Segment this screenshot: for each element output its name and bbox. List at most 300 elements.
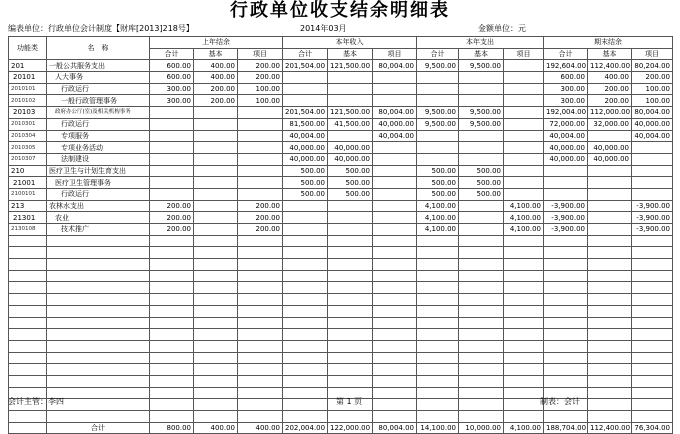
table-row [9,60,673,72]
row-value [459,200,504,212]
row-value [283,83,328,95]
row-value: 200.00 [238,224,283,236]
empty-cell [328,317,373,329]
empty-cell [632,411,673,423]
row-value: 121,500.00 [328,107,373,119]
row-value: -3,900.00 [632,224,673,236]
row-value: 4,100.00 [417,212,459,224]
total-value: 80,004.00 [373,422,417,434]
empty-cell [373,399,417,411]
subheader-basic: 基本 [459,48,504,60]
empty-row [9,411,673,423]
empty-row [9,305,673,317]
row-value: 40,000.00 [328,142,373,154]
report-period: 2014年03月 [300,24,347,33]
row-value [588,224,632,236]
empty-cell [417,294,459,306]
empty-cell [194,305,238,317]
empty-cell [194,259,238,271]
row-value [504,188,544,200]
empty-cell [417,259,459,271]
row-value: 200.00 [238,212,283,224]
row-value: 4,100.00 [504,200,544,212]
report-table [8,36,673,434]
row-value [459,95,504,107]
empty-cell [47,247,150,259]
total-value: 188,704.00 [544,422,588,434]
empty-cell [9,305,47,317]
empty-cell [47,340,150,352]
row-name: 行政运行 [47,118,150,130]
empty-cell [459,329,504,341]
row-code: 21301 [9,212,47,224]
empty-cell [459,411,504,423]
subheader-total: 合计 [283,48,328,60]
total-code [9,422,47,434]
empty-cell [9,375,47,387]
row-value [328,130,373,142]
empty-cell [544,352,588,364]
empty-cell [47,282,150,294]
row-value [328,95,373,107]
row-value [459,212,504,224]
row-value: 200.00 [238,200,283,212]
row-value: 500.00 [417,188,459,200]
row-value [194,130,238,142]
empty-cell [504,235,544,247]
empty-cell [459,259,504,271]
row-value [238,107,283,119]
table-row [9,188,673,200]
empty-cell [238,411,283,423]
report-title: 行政单位收支结余明细表 [230,0,450,21]
empty-cell [373,235,417,247]
empty-cell [328,282,373,294]
empty-cell [194,270,238,282]
total-row [9,422,673,434]
row-value [194,142,238,154]
empty-cell [504,329,544,341]
empty-cell [283,305,328,317]
row-value: 40,004.00 [632,130,673,142]
empty-cell [417,340,459,352]
table-header [9,37,673,60]
row-value [544,165,588,177]
row-value [588,130,632,142]
empty-cell [504,247,544,259]
empty-cell [632,399,673,411]
empty-cell [504,259,544,271]
row-value [632,188,673,200]
empty-cell [47,294,150,306]
empty-cell [9,340,47,352]
row-value: 200.00 [588,83,632,95]
currency-unit: 金额单位：元 [478,24,526,33]
empty-cell [194,411,238,423]
empty-cell [150,270,194,282]
total-value: 122,000.00 [328,422,373,434]
row-value [417,142,459,154]
empty-cell [238,270,283,282]
table-body [9,60,673,434]
header-name: 名 称 [47,37,150,60]
row-value: 600.00 [544,72,588,84]
empty-cell [283,352,328,364]
row-value [504,107,544,119]
empty-cell [373,329,417,341]
row-code: 21001 [9,177,47,189]
row-value [194,177,238,189]
empty-cell [47,364,150,376]
empty-cell [544,317,588,329]
empty-cell [632,375,673,387]
empty-cell [417,235,459,247]
empty-cell [544,270,588,282]
row-value [238,153,283,165]
empty-cell [417,364,459,376]
empty-cell [588,329,632,341]
empty-cell [238,305,283,317]
empty-cell [417,317,459,329]
empty-cell [373,364,417,376]
empty-cell [632,247,673,259]
subheader-basic: 基本 [328,48,373,60]
row-value [194,200,238,212]
table-row [9,142,673,154]
row-value: 80,004.00 [373,60,417,72]
empty-cell [47,317,150,329]
empty-cell [150,352,194,364]
empty-cell [373,270,417,282]
empty-cell [328,305,373,317]
row-value: -3,900.00 [544,224,588,236]
empty-cell [544,282,588,294]
row-value: 32,000.00 [588,118,632,130]
row-value: 80,204.00 [632,60,673,72]
row-value [150,188,194,200]
empty-cell [632,282,673,294]
empty-cell [504,352,544,364]
row-name: 医疗卫生与计划生育支出 [47,165,150,177]
empty-cell [417,399,459,411]
empty-cell [588,399,632,411]
row-name: 农业 [47,212,150,224]
row-value: 40,000.00 [283,153,328,165]
row-value [150,153,194,165]
row-value: -3,900.00 [632,200,673,212]
row-name: 医疗卫生管理事务 [47,177,150,189]
table-row [9,165,673,177]
empty-cell [150,294,194,306]
row-value [544,188,588,200]
empty-cell [328,352,373,364]
row-value: 500.00 [328,188,373,200]
empty-cell [194,399,238,411]
subheader-project: 项目 [632,48,673,60]
empty-cell [632,340,673,352]
empty-cell [238,340,283,352]
empty-cell [632,235,673,247]
empty-cell [283,247,328,259]
row-value [544,177,588,189]
empty-cell [283,387,328,399]
row-value [417,130,459,142]
row-value [373,188,417,200]
row-value: 500.00 [417,165,459,177]
empty-row [9,317,673,329]
empty-row [9,247,673,259]
row-value: 40,000.00 [283,142,328,154]
row-value [194,153,238,165]
empty-cell [9,329,47,341]
row-value [283,224,328,236]
row-value: 500.00 [283,165,328,177]
row-code: 213 [9,200,47,212]
total-label: 合计 [47,422,150,434]
empty-cell [544,305,588,317]
row-value: 4,100.00 [504,212,544,224]
empty-cell [632,387,673,399]
row-value [373,142,417,154]
empty-cell [373,352,417,364]
row-value [373,224,417,236]
total-value: 76,304.00 [632,422,673,434]
empty-cell [150,259,194,271]
table-row [9,200,673,212]
row-value [194,118,238,130]
empty-cell [194,235,238,247]
empty-cell [9,247,47,259]
empty-cell [588,247,632,259]
row-value [588,177,632,189]
row-value [373,165,417,177]
empty-cell [504,364,544,376]
empty-cell [150,387,194,399]
row-value: 9,500.00 [417,60,459,72]
empty-cell [194,282,238,294]
row-value [373,212,417,224]
page-number: 第 1 页 [336,397,363,406]
row-value [459,142,504,154]
empty-cell [459,247,504,259]
empty-cell [373,387,417,399]
row-value [373,200,417,212]
row-value: 40,000.00 [588,153,632,165]
row-value [328,212,373,224]
empty-cell [373,340,417,352]
row-value: 500.00 [459,165,504,177]
row-value [417,153,459,165]
row-value: 500.00 [328,165,373,177]
row-name: 一般公共服务支出 [47,60,150,72]
row-value: 40,004.00 [283,130,328,142]
empty-row [9,235,673,247]
empty-cell [47,259,150,271]
row-name: 技术推广 [47,224,150,236]
empty-cell [194,364,238,376]
table-row [9,153,673,165]
empty-cell [150,305,194,317]
empty-cell [238,317,283,329]
row-code: 2010305 [9,142,47,154]
empty-cell [459,305,504,317]
row-value: 201,504.00 [283,60,328,72]
empty-cell [588,364,632,376]
empty-cell [328,259,373,271]
empty-cell [47,375,150,387]
row-value [150,130,194,142]
row-value: 4,100.00 [417,200,459,212]
empty-cell [459,364,504,376]
row-value [194,165,238,177]
row-value [459,153,504,165]
row-value: 40,000.00 [328,153,373,165]
row-value [150,118,194,130]
empty-cell [283,411,328,423]
empty-cell [373,282,417,294]
empty-cell [417,247,459,259]
empty-cell [588,317,632,329]
row-value: 80,004.00 [373,107,417,119]
row-code: 2100101 [9,188,47,200]
empty-cell [504,399,544,411]
row-value: -3,900.00 [632,212,673,224]
row-name: 行政运行 [47,188,150,200]
empty-cell [504,411,544,423]
empty-cell [328,270,373,282]
header-group-expense: 本年支出 [417,37,544,49]
row-value [588,212,632,224]
empty-cell [632,270,673,282]
empty-cell [283,317,328,329]
row-code: 2010304 [9,130,47,142]
table-row [9,107,673,119]
empty-cell [283,270,328,282]
row-value: 100.00 [238,83,283,95]
empty-cell [504,282,544,294]
empty-cell [194,340,238,352]
row-value: 40,004.00 [373,130,417,142]
empty-row [9,375,673,387]
total-value: 400.00 [194,422,238,434]
table-row [9,212,673,224]
empty-cell [9,364,47,376]
row-value [459,224,504,236]
row-value: 200.00 [150,224,194,236]
row-value [373,83,417,95]
row-value [504,83,544,95]
empty-cell [194,387,238,399]
row-value: 9,500.00 [459,107,504,119]
row-value [238,118,283,130]
row-value [328,224,373,236]
empty-cell [632,259,673,271]
row-value [504,60,544,72]
row-value: 500.00 [417,177,459,189]
table-row [9,224,673,236]
empty-row [9,364,673,376]
empty-cell [150,411,194,423]
empty-cell [544,247,588,259]
total-value: 14,100.00 [417,422,459,434]
row-value: 500.00 [283,188,328,200]
header-group-income: 本年收入 [283,37,417,49]
empty-cell [283,259,328,271]
row-name: 农林水支出 [47,200,150,212]
empty-cell [9,411,47,423]
row-value [283,200,328,212]
empty-row [9,282,673,294]
empty-cell [417,305,459,317]
row-value [588,200,632,212]
table-row [9,95,673,107]
row-value: 112,000.00 [588,107,632,119]
row-value [373,177,417,189]
total-value: 112,400.00 [588,422,632,434]
table-row [9,72,673,84]
empty-cell [632,329,673,341]
empty-row [9,340,673,352]
row-value: 500.00 [328,177,373,189]
row-value [504,118,544,130]
row-value: 500.00 [283,177,328,189]
row-name: 法制建设 [47,153,150,165]
row-value [283,72,328,84]
empty-cell [459,235,504,247]
empty-cell [150,247,194,259]
empty-cell [194,247,238,259]
row-value: 200.00 [150,212,194,224]
empty-cell [373,411,417,423]
row-code: 2010307 [9,153,47,165]
empty-cell [150,329,194,341]
subheader-total: 合计 [544,48,588,60]
empty-cell [544,329,588,341]
empty-cell [328,411,373,423]
prepared-unit: 编表单位：行政单位会计制度【财库[2013]218号】 [8,24,194,33]
row-value: 9,500.00 [417,118,459,130]
row-value: 72,000.00 [544,118,588,130]
empty-cell [283,375,328,387]
empty-cell [194,375,238,387]
empty-cell [504,340,544,352]
empty-cell [504,387,544,399]
empty-cell [504,294,544,306]
row-code: 201 [9,60,47,72]
empty-cell [238,294,283,306]
empty-cell [588,294,632,306]
empty-cell [328,364,373,376]
empty-cell [373,375,417,387]
row-name: 专项业务活动 [47,142,150,154]
row-value: 300.00 [150,95,194,107]
empty-cell [47,305,150,317]
empty-cell [588,387,632,399]
subheader-project: 项目 [504,48,544,60]
row-value [150,165,194,177]
empty-cell [328,329,373,341]
header-group-ending-balance: 期末结余 [544,37,673,49]
empty-cell [47,329,150,341]
empty-cell [283,329,328,341]
row-value: 9,500.00 [417,107,459,119]
total-value: 800.00 [150,422,194,434]
empty-cell [150,317,194,329]
accounting-supervisor: 会计主管：李四 [8,397,64,406]
row-value: 600.00 [150,60,194,72]
row-value [417,95,459,107]
row-value [238,130,283,142]
